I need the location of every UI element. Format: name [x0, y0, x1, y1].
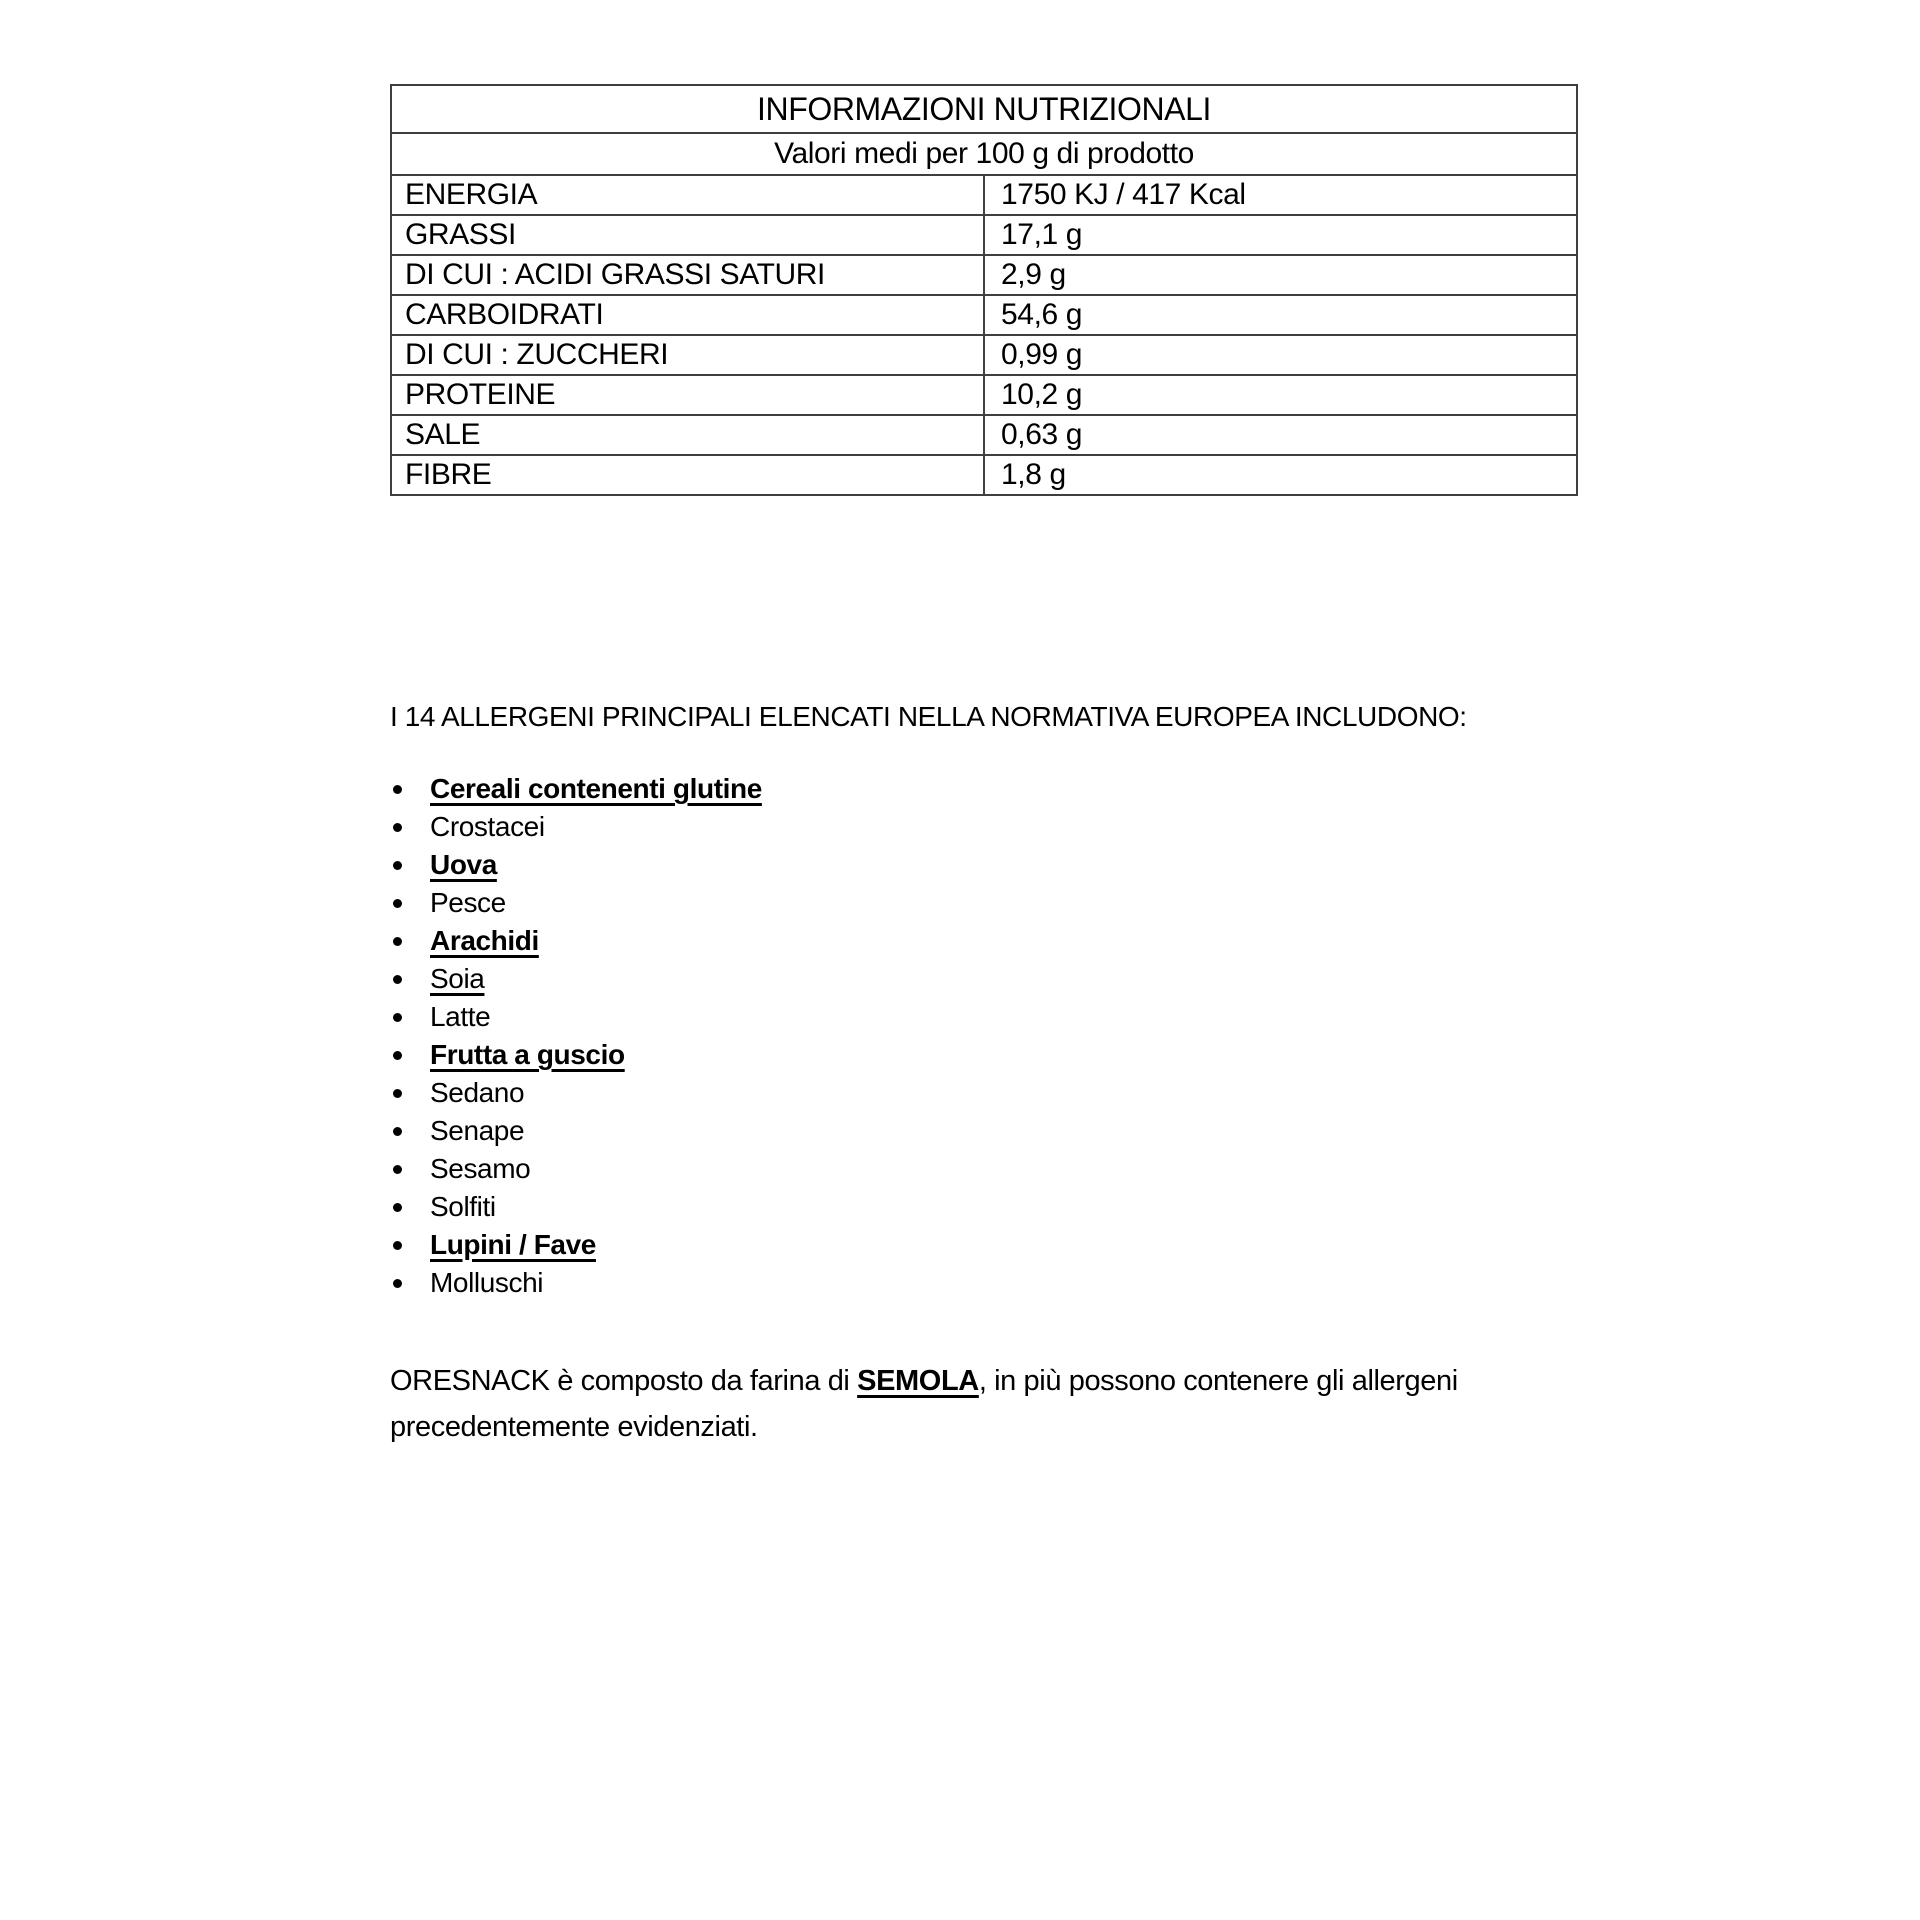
table-row [391, 295, 1577, 335]
table-row [391, 215, 1577, 255]
allergen-item [390, 1036, 1790, 1074]
nutrient-value: 1,8 g [984, 455, 1577, 495]
bullet-dot-icon [393, 1279, 402, 1288]
table-row [391, 255, 1577, 295]
allergen-item [390, 1188, 1790, 1226]
table-row [391, 375, 1577, 415]
allergen-label: Pesce [430, 887, 506, 918]
nutrient-label: PROTEINE [391, 375, 984, 415]
nutrition-table-section [390, 84, 1578, 496]
nutrient-value: 0,63 g [984, 415, 1577, 455]
nutrient-label: GRASSI [391, 215, 984, 255]
allergen-label: Sedano [430, 1077, 525, 1108]
allergen-label: Molluschi [430, 1267, 544, 1298]
nutrient-value: 0,99 g [984, 335, 1577, 375]
nutrient-value: 17,1 g [984, 215, 1577, 255]
nutrient-value: 10,2 g [984, 375, 1577, 415]
allergen-label: Latte [430, 1001, 491, 1032]
allergen-list [390, 770, 1790, 1302]
bullet-dot-icon [393, 1051, 402, 1060]
nutrient-label: CARBOIDRATI [391, 295, 984, 335]
nutrient-label: DI CUI : ZUCCHERI [391, 335, 984, 375]
bullet-dot-icon [393, 937, 402, 946]
nutrient-label: DI CUI : ACIDI GRASSI SATURI [391, 255, 984, 295]
table-row [391, 335, 1577, 375]
allergen-label: Senape [430, 1115, 525, 1146]
table-title-row [391, 85, 1577, 133]
allergen-label: Sesamo [430, 1153, 531, 1184]
bullet-dot-icon [393, 975, 402, 984]
bullet-dot-icon [393, 1013, 402, 1022]
allergen-label: Frutta a guscio [430, 1039, 625, 1070]
allergen-item [390, 1226, 1790, 1264]
allergens-section [390, 700, 1790, 1302]
allergen-label: Lupini / Fave [430, 1229, 596, 1260]
allergen-item [390, 884, 1790, 922]
nutrient-label: SALE [391, 415, 984, 455]
allergen-label: Arachidi [430, 925, 539, 956]
nutrient-value: 1750 KJ / 417 Kcal [984, 175, 1577, 215]
nutrient-value: 54,6 g [984, 295, 1577, 335]
allergen-label: Uova [430, 849, 497, 880]
allergens-heading: I 14 ALLERGENI PRINCIPALI ELENCATI NELLA NORMATIVA EUROPEA INCLUDONO: [390, 701, 1467, 732]
allergen-item [390, 770, 1790, 808]
allergen-label: Crostacei [430, 811, 545, 842]
allergen-item [390, 1264, 1790, 1302]
composition-note [390, 1358, 1640, 1450]
nutrient-value: 2,9 g [984, 255, 1577, 295]
nutrient-label: ENERGIA [391, 175, 984, 215]
bullet-dot-icon [393, 1241, 402, 1250]
allergen-item [390, 1150, 1790, 1188]
bullet-dot-icon [393, 861, 402, 870]
table-subtitle-row [391, 133, 1577, 175]
nutrition-table [390, 84, 1578, 496]
bullet-dot-icon [393, 785, 402, 794]
bullet-dot-icon [393, 1203, 402, 1212]
table-row [391, 455, 1577, 495]
nutrient-label: FIBRE [391, 455, 984, 495]
allergen-item [390, 1112, 1790, 1150]
bullet-dot-icon [393, 823, 402, 832]
allergen-label: Solfiti [430, 1191, 496, 1222]
note-highlight: SEMOLA [857, 1365, 979, 1397]
allergen-item [390, 846, 1790, 884]
nutrition-rows [391, 175, 1577, 495]
note-suffix: , in più possono contenere gli allergeni precedentemente evidenziati. [390, 1365, 1458, 1443]
bullet-dot-icon [393, 899, 402, 908]
allergen-item [390, 998, 1790, 1036]
note-prefix: ORESNACK è composto da farina di [390, 1365, 858, 1397]
allergen-label: Soia [430, 963, 485, 994]
bullet-dot-icon [393, 1127, 402, 1136]
allergen-item [390, 960, 1790, 998]
allergen-item [390, 1074, 1790, 1112]
allergen-item [390, 808, 1790, 846]
bullet-dot-icon [393, 1089, 402, 1098]
table-subtitle: Valori medi per 100 g di prodotto [391, 133, 1577, 175]
bullet-dot-icon [393, 1165, 402, 1174]
table-row [391, 175, 1577, 215]
allergen-label: Cereali contenenti glutine [430, 773, 762, 804]
table-row [391, 415, 1577, 455]
table-title: INFORMAZIONI NUTRIZIONALI [391, 85, 1577, 133]
allergen-item [390, 922, 1790, 960]
